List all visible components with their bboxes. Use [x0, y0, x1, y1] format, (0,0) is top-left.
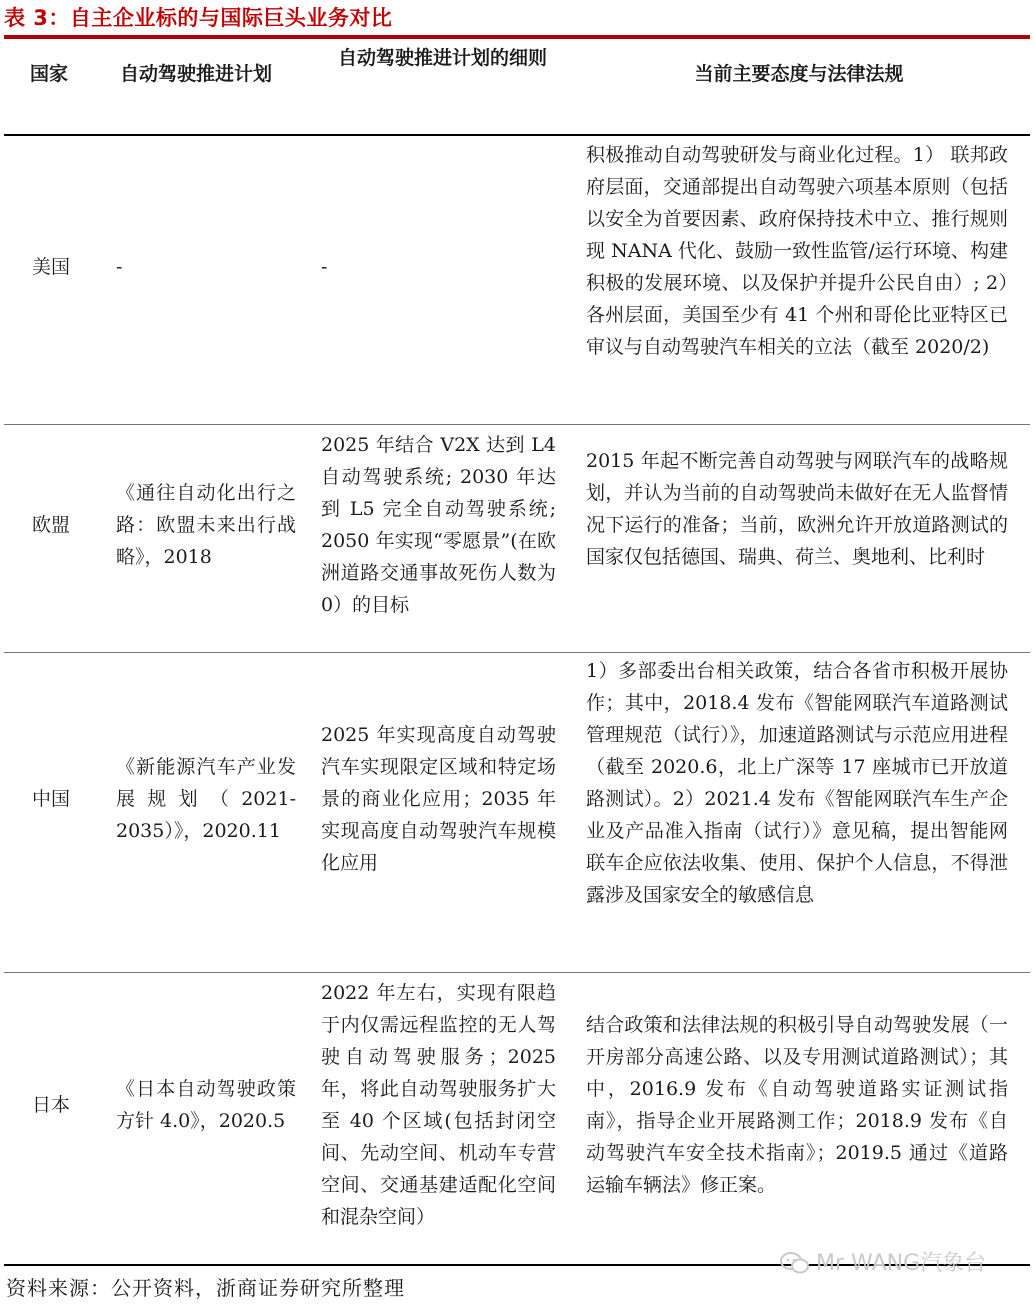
- header-country: 国家: [30, 63, 69, 85]
- table-title: 表 3：自主企业标的与国际巨头业务对比: [4, 6, 393, 30]
- row-country: 日本: [32, 1094, 71, 1116]
- row-details: -: [321, 256, 328, 278]
- row-divider: [4, 972, 1030, 973]
- row-divider: [4, 652, 1030, 653]
- header-laws: 当前主要态度与法律法规: [694, 63, 904, 85]
- row-divider: [4, 424, 1030, 425]
- title-rule: [4, 35, 1030, 39]
- header-details: 自动驾驶推进计划的细则: [337, 47, 547, 69]
- watermark: [780, 1246, 986, 1277]
- row-laws: 结合政策和法律法规的积极引导自动驾驶发展（一开房部分高速公路、以及专用测试道路测试）；其中，2016.9 发布《自动驾驶道路实证测试指南》，指导企业开展路测工作；2018.9 发布《自动驾驶汽车安全技术指南》；2019.5 通过《道路运输车辆法》修正案。: [586, 1014, 1008, 1196]
- row-plan: 《日本自动驾驶政策方针 4.0》，2020.5: [116, 1078, 296, 1132]
- row-country: 美国: [32, 256, 71, 278]
- header-plan: 自动驾驶推进计划: [120, 63, 273, 85]
- row-details: 2022 年左右，实现有限趋于内仅需远程监控的无人驾驶自动驾驶服务；2025 年，将此自动驾驶服务扩大至 40 个区域(包括封闭空间、先动空间、机动车专营空间、交通基建适配化空间和混杂空间）: [321, 982, 556, 1228]
- header-divider: [4, 134, 1030, 136]
- row-laws: 1）多部委出台相关政策，结合各省市积极开展协作；其中，2018.4 发布《智能网联汽车道路测试管理规范（试行）》，加速道路测试与示范应用进程（截至 2020.6，北上广深等 17 座城市已开放道路测试）。2）2021.4 发布《智能网联汽车生产企业及产品准入指南（试行）》意见稿，提出智能网联车企应依法收集、使用、保护个人信息，不得泄露涉及国家安全的敏感信息: [586, 660, 1008, 906]
- row-plan: 《通往自动化出行之路：欧盟未来出行战略》，2018: [116, 482, 296, 568]
- row-details: 2025 年实现高度自动驾驶汽车实现限定区域和特定场景的商业化应用；2035 年实现高度自动驾驶汽车规模化应用: [321, 724, 556, 874]
- row-laws: 2015 年起不断完善自动驾驶与网联汽车的战略规划，并认为当前的自动驾驶尚未做好在无人监督情况下运行的准备；当前，欧洲允许开放道路测试的国家仅包括德国、瑞典、荷兰、奥地利、比利时: [586, 450, 1008, 568]
- wechat-icon: [780, 1252, 810, 1274]
- source-note: 资料来源：公开资料，浙商证券研究所整理: [6, 1276, 405, 1300]
- row-plan: 《新能源汽车产业发展规划（2021-2035）》，2020.11: [116, 756, 296, 842]
- watermark-text: Mr WANG汽象台: [816, 1251, 987, 1276]
- row-laws: 积极推动自动驾驶研发与商业化过程。1） 联邦政府层面，交通部提出自动驾驶六项基本原则（包括以安全为首要因素、政府保持技术中立、推行规则现 NANA 代化、鼓励一致性监管/运行环境、构建积极的发展环境、以及保护并提升公民自由）; 2）各州层面，美国至少有 41 个州和哥伦比亚特区已审议与自动驾驶汽车相关的立法（截至 2020/2): [586, 144, 1008, 358]
- row-country: 欧盟: [32, 514, 71, 536]
- row-country: 中国: [32, 788, 71, 810]
- row-details: 2025 年结合 V2X 达到 L4 自动驾驶系统; 2030 年达到 L5 完全自动驾驶系统; 2050 年实现“零愿景”(在欧洲道路交通事故死伤人数为 0）的目标: [321, 434, 556, 616]
- row-plan: -: [116, 256, 123, 278]
